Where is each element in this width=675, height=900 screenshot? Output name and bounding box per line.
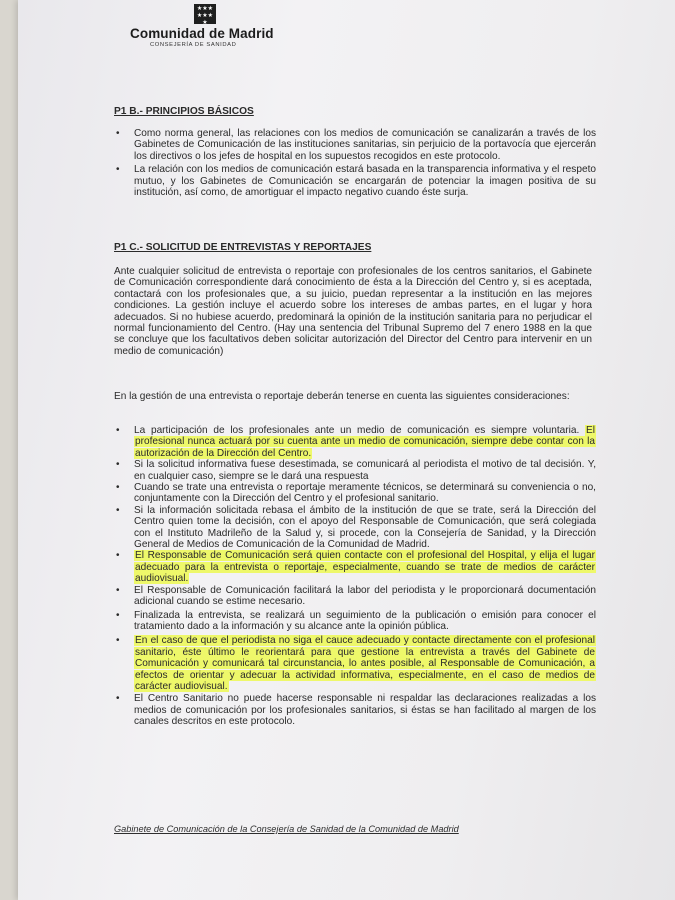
section-c-title: P1 C.- SOLICITUD DE ENTREVISTAS Y REPORTAJES bbox=[114, 242, 372, 253]
section-b-list bbox=[116, 128, 596, 198]
list-item: • La participación de los profesionales ante un medio de comunicación es siempre voluntaria. El profesional nunca actuará por su cuenta ante un medio de comunicación, siempre debe contar con la autorización de la Dirección del Centro. bbox=[116, 425, 595, 459]
list-item: • La relación con los medios de comunicación estará basada en la transparencia informativa y el respeto mutuo, y los Gabinetes de Comunicación se encargarán de potenciar la imagen positiva de su institución, así como, de amortiguar el impacto negativo cuando éste surja. bbox=[116, 164, 596, 199]
logo-stars: ★★★ ★★★ ★ bbox=[196, 6, 214, 26]
brand-subtitle: CONSEJERÍA DE SANIDAD bbox=[150, 42, 237, 48]
section-c-intro: Ante cualquier solicitud de entrevista o reportaje con profesionales de los centros sanitarios, el Gabinete de Comunicación correspondiente dará conocimiento de ésta a la Dirección del Centro y, si es aceptada, contactará con los profesionales que, a su juicio, puedan representar a la institución en las mejores condiciones. La gestión incluye el acuerdo sobre los intereses de ambas partes, en el lugar y hora adecuados. Si no hubiese acuerdo, predominará la opinión de la institución sanitaria para no perjudicar el normal funcionamiento del Centro. (Hay una sentencia del Tribunal Supremo del 7 enero 1988 en la que se concluye que los facultativos deben solicitar autorización del Director del Centro para intervenir en un medio de comunicación) bbox=[114, 266, 592, 357]
document-page bbox=[18, 0, 675, 900]
brand-name: Comunidad de Madrid bbox=[130, 26, 274, 41]
list-item: • Si la solicitud informativa fuese desestimada, se comunicará al periodista el motivo de tal decisión. Y, en cualquier caso, siempre se le dará una respuesta bbox=[116, 459, 596, 482]
highlighted-text: El profesional nunca actuará por su cuenta ante un medio de comunicación, siempre debe contar con la autorización de la Dirección del Centro. bbox=[135, 425, 595, 459]
list-item: • El Responsable de Comunicación facilitará la labor del periodista y le proporcionará documentación adicional cuando se estime necesario. bbox=[116, 584, 596, 608]
list-item: • Como norma general, las relaciones con los medios de comunicación se canalizarán a través de los Gabinetes de Comunicación de las instituciones sanitarias, sin perjuicio de la portavocía que ejercerán los directivos o los jefes de hospital en los supuestos recogidos en este protocolo. bbox=[116, 128, 596, 162]
footer-text: Gabinete de Comunicación de la Consejería de Sanidad de la Comunidad de Madrid bbox=[114, 824, 459, 834]
list-item: • En el caso de que el periodista no siga el cauce adecuado y contacte directamente con el profesional sanitario, éste último le reorientará para que gestione la entrevista a través del Gabinete de Comunicación y comunicará tal circunstancia, lo antes posible, al Responsable de Comunicación, a efectos de orientar y adecuar la actividad informativa, especialmente, en el caso de medios de carácter audiovisual. bbox=[116, 635, 595, 692]
list-item: • Cuando se trate una entrevista o reportaje meramente técnicos, se determinará su conveniencia o no, conjuntamente con la Dirección del Centro y el profesional sanitario. bbox=[116, 482, 596, 505]
list-item: • El Centro Sanitario no puede hacerse responsable ni respaldar las declaraciones realizadas a los medios de comunicación por los profesionales sanitarios, si éstas se han facilitado al margen de los canales descritos en este protocolo. bbox=[116, 693, 596, 728]
list-item: • Finalizada la entrevista, se realizará un seguimiento de la publicación o emisión para conocer el tratamiento dado a la información y su alcance ante la opinión pública. bbox=[116, 609, 596, 632]
section-b-title: P1 B.- PRINCIPIOS BÁSICOS bbox=[114, 106, 254, 117]
section-c-lead: En la gestión de una entrevista o reportaje deberán tenerse en cuenta las siguientes consideraciones: bbox=[114, 391, 570, 402]
highlighted-text: En el caso de que el periodista no siga el cauce adecuado y contacte directamente con el profesional sanitario, éste último le reorientará para que gestione la entrevista a través del Gabinete de Comunicación y comunicará tal circunstancia, lo antes posible, al Responsable de Comunicación, a efectos de orientar y adecuar la actividad informativa, especialmente, en el caso de medios de carácter audiovisual. bbox=[135, 635, 595, 692]
list-item: • El Responsable de Comunicación será quien contacte con el profesional del Hospital, y elija el lugar adecuado para la entrevista o reportaje, especialmente, cuando se trate de medios de carácter audiovisual. bbox=[116, 550, 595, 585]
highlighted-text: El Responsable de Comunicación será quien contacte con el profesional del Hospital, y elija el lugar adecuado para la entrevista o reportaje, especialmente, cuando se trate de medios de carácter audiovisual. bbox=[135, 550, 595, 585]
list-item: • Si la información solicitada rebasa el ámbito de la institución de que se trate, será la Dirección del Centro quien tome la decisión, con el apoyo del Responsable de Comunicación, que será colegiada con el Instituto Madrileño de la Salud y, si procede, con la Consejería de Sanidad, y la Dirección General de Medios de Comunicación de la Comunidad de Madrid. bbox=[116, 504, 596, 551]
considerations-list bbox=[116, 425, 596, 728]
